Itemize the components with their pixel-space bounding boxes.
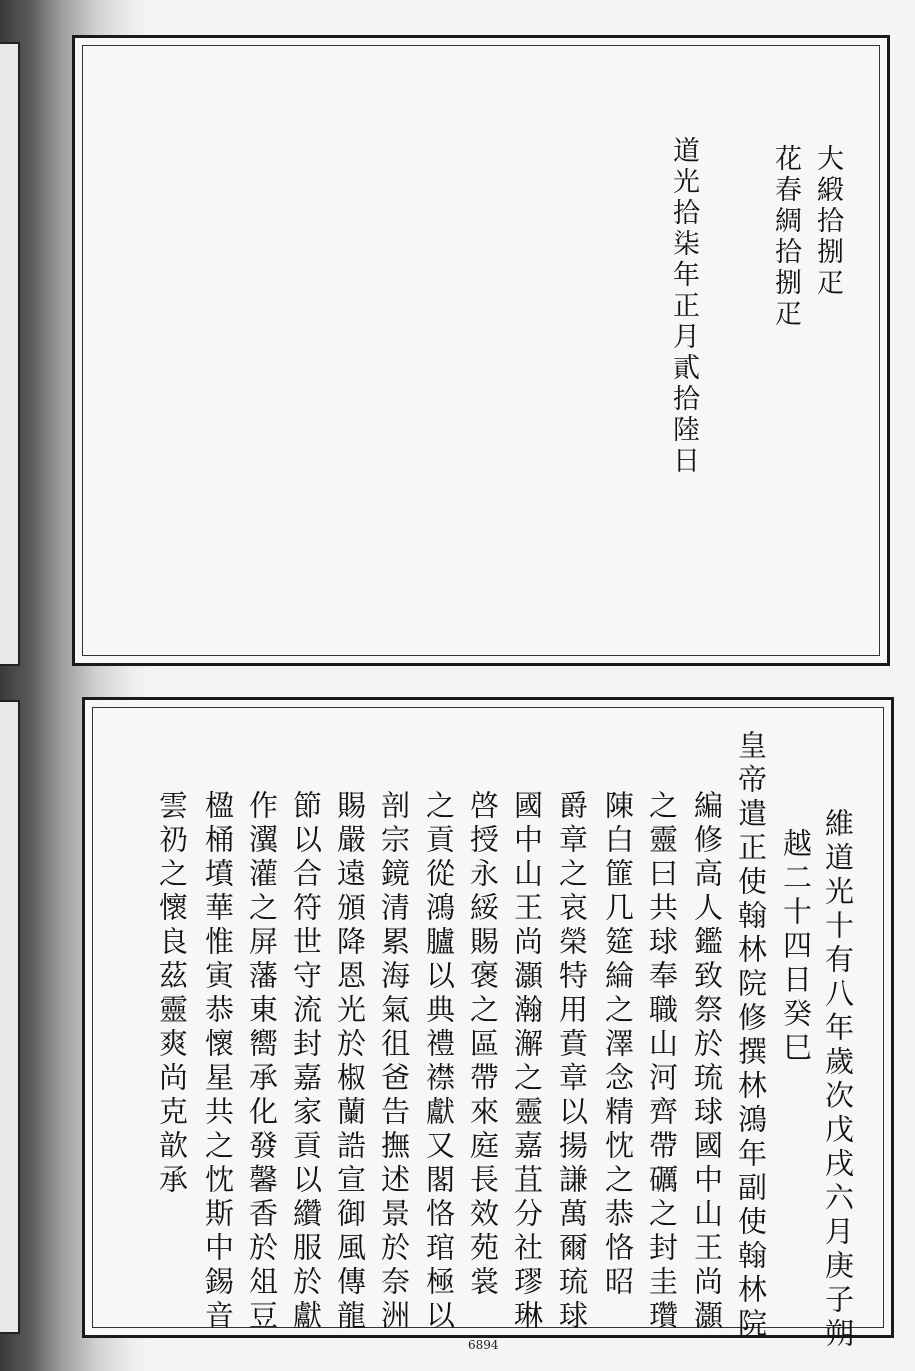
text-column-3: 皇帝遣正使翰林院修撰林鴻年副使翰林院 [734,730,768,1342]
text-column-11: 剖宗鏡清累海氣徂爸告撫述景於奈洲 [377,790,411,1334]
text-column-6: 陳白篚几筵綸之澤念精忱之恭恪昭 [601,790,635,1300]
text-column-2: 花春綢拾捌疋 [770,144,801,330]
upper-document-panel [72,35,890,666]
text-column-15: 楹桶墳華惟寅恭懷星共之忱斯中錫音 [201,790,235,1334]
text-column-16: 雲礽之懷良茲靈爽尚克歆承 [155,790,189,1198]
text-column-12: 賜嚴遠頒降恩光於椒蘭誥宣御風傳龍 [333,790,367,1334]
text-column-13: 節以合符世守流封嘉家貢以纘服於獻 [289,790,323,1334]
text-column-9: 啓授永綏賜褒之區帶來庭長效苑裳 [466,790,500,1300]
text-column-8: 國中山王尚灝瀚澥之靈嘉苴分社璆琳 [510,790,544,1334]
text-column-14: 作瀷灌之屏藩東嚮承化發馨香於俎豆 [245,790,279,1334]
upper-panel-inner-border [82,45,880,656]
previous-page-edge-bottom [0,700,20,1334]
text-column-1: 大緞拾捌疋 [812,144,843,299]
text-column-2: 越二十四日癸巳 [779,828,813,1066]
text-column-4: 編修高人鑑致祭於琉球國中山王尚灝 [690,790,724,1334]
text-column-1: 維道光十有八年歲次戊戌六月庚子朔 [821,808,855,1352]
text-column-7: 爵章之哀榮特用賁章以揚謙萬爾琉球 [555,790,589,1334]
date-column: 道光拾柒年正月貳拾陸日 [668,136,699,477]
page-number: 6894 [468,1338,499,1352]
previous-page-edge-top [0,42,20,666]
text-column-5: 之靈曰共球奉職山河齊帶礪之封圭瓚 [645,790,679,1334]
text-column-10: 之貢從鴻臚以典禮襟獻又閣恪琯極以 [422,790,456,1334]
